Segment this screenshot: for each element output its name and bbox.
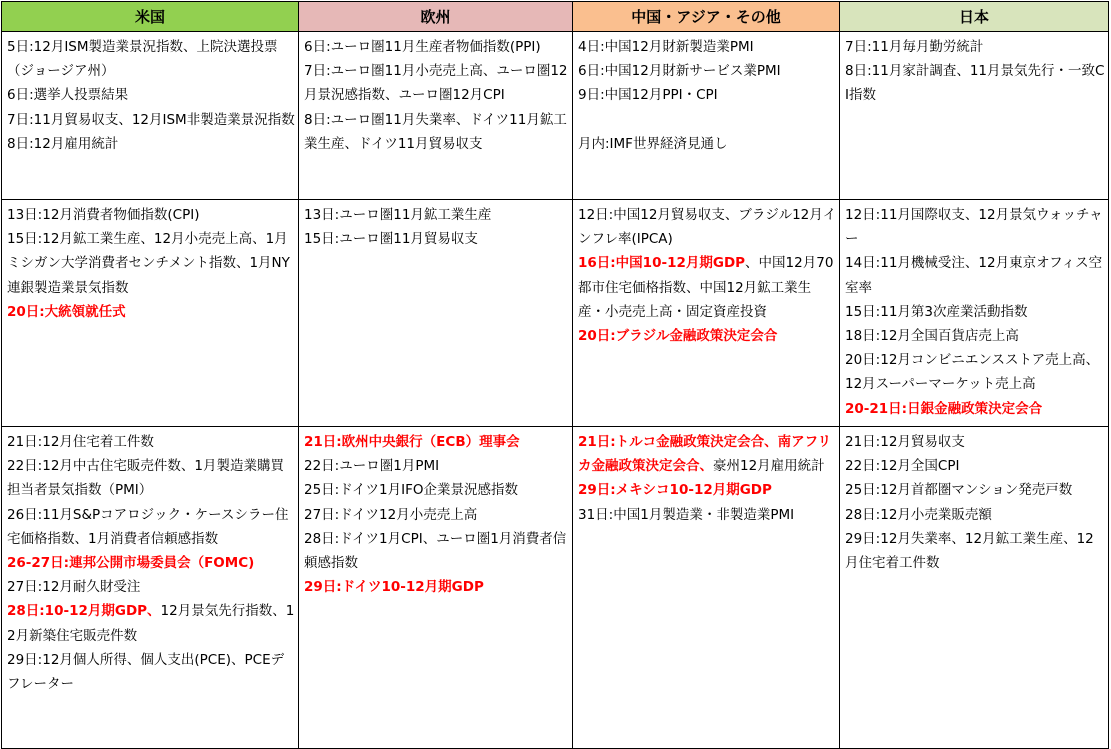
cell-asia-week-1 (573, 32, 840, 200)
event-highlight-text: 21日:トルコ金融政策決定会合、南アフリカ金融政策決定会合、 (578, 434, 832, 475)
event-item: 27日:12月耐久財受注 (7, 579, 141, 596)
cell-us-week-3 (2, 427, 299, 749)
event-item: 8日:11月家計調査、11月景気先行・一致CI指数 (845, 63, 1105, 104)
event-highlight-text: 28日:10-12月期GDP、 (7, 603, 161, 620)
event-item-highlight: 26-27日:連邦公開市場委員会（FOMC) (7, 555, 255, 572)
event-item: 26日:11月S&Pコアロジック・ケースシラー住宅価格指数、1月消費者信頼感指数 (7, 506, 289, 547)
event-item: 28日:ドイツ1月CPI、ユーロ圏1月消費者信頼感指数 (304, 530, 567, 572)
event-text: 12月景気先行指数、12月新築住宅販売件数 (7, 603, 295, 644)
cell-eu-week-1 (299, 32, 573, 200)
event-item: 15日:ユーロ圏11月貿易収支 (304, 231, 478, 248)
event-item: 8日:ユーロ圏11月失業率、ドイツ11月鉱工業生産、ドイツ11月貿易収支 (304, 111, 567, 152)
event-item: 12日:中国12月貿易収支、ブラジル12月インフレ率(IPCA) (578, 207, 837, 248)
event-item-highlight: 20-21日:日銀金融政策決定会合 (845, 400, 1043, 417)
spacer-line (578, 108, 837, 132)
event-item-highlight: 21日:欧州中央銀行（ECB）理事会 (304, 434, 520, 450)
event-item-highlight: 20日:大統領就任式 (7, 303, 126, 320)
header-us: 米国 (2, 2, 299, 32)
event-item: 29日:12月失業率、12月鉱工業生産、12月住宅着工件数 (845, 530, 1094, 572)
event-item: 28日:12月小売業販売額 (845, 506, 992, 523)
event-item: 4日:中国12月財新製造業PMI (578, 39, 754, 55)
event-item: 6日:選挙人投票結果 (7, 87, 129, 104)
event-item: 31日:中国1月製造業・非製造業PMI (578, 506, 795, 523)
event-item: 8日:12月雇用統計 (7, 135, 119, 152)
header-asia: 中国・アジア・その他 (573, 2, 840, 32)
cell-jp-week-1 (840, 32, 1109, 200)
event-item: 22日:12月中古住宅販売件数、1月製造業購買担当者景気指数（PMI） (7, 458, 284, 499)
event-item: 6日:中国12月財新サービス業PMI (578, 63, 781, 80)
cell-eu-week-3 (299, 427, 573, 749)
event-item: 20日:12月コンビニエンスストア売上高、12月スーパーマーケット売上高 (845, 352, 1100, 393)
header-row (2, 2, 1109, 32)
event-highlight-text: 16日:中国10-12月期GDP (578, 255, 746, 272)
event-item: 7日:ユーロ圏11月小売売上高、ユーロ圏12月景況感指数、ユーロ圏12月CPI (304, 63, 568, 104)
event-item: 5日:12月ISM製造業景況指数、上院決選投票（ジョージア州） (7, 39, 278, 80)
cell-asia-week-2 (573, 200, 840, 427)
event-item: 9日:中国12月PPI・CPI (578, 87, 718, 104)
cell-jp-week-3 (840, 427, 1109, 749)
cell-us-week-1 (2, 32, 299, 200)
cell-eu-week-2 (299, 200, 573, 427)
event-item-highlight: 29日:メキシコ10-12月期GDP (578, 482, 772, 499)
event-item: 22日:12月全国CPI (845, 458, 960, 475)
event-item (578, 430, 837, 478)
event-text: 豪州12月雇用統計 (713, 458, 825, 475)
week-row-3 (2, 427, 1109, 749)
cell-asia-week-3 (573, 427, 840, 749)
event-item: 月内:IMF世界経済見通し (578, 135, 728, 152)
cell-jp-week-2 (840, 200, 1109, 427)
economic-calendar-table (1, 1, 1109, 749)
cell-us-week-2 (2, 200, 299, 427)
event-item: 14日:11月機械受注、12月東京オフィス空室率 (845, 255, 1103, 296)
event-item-highlight: 29日:ドイツ10-12月期GDP (304, 579, 484, 596)
event-item: 25日:ドイツ1月IFO企業景況感指数 (304, 482, 519, 499)
event-item: 21日:12月住宅着工件数 (7, 434, 154, 450)
event-item: 27日:ドイツ12月小売売上高 (304, 506, 478, 523)
week-row-2 (2, 200, 1109, 427)
event-item (578, 251, 837, 324)
event-item: 18日:12月全国百貨店売上高 (845, 328, 1019, 345)
event-item: 7日:11月毎月勤労統計 (845, 39, 984, 55)
event-item: 13日:ユーロ圏11月鉱工業生産 (304, 207, 492, 223)
event-item: 25日:12月首都圏マンション発売戸数 (845, 482, 1073, 499)
event-item: 12日:11月国際収支、12月景気ウォッチャー (845, 207, 1103, 248)
event-item: 15日:11月第3次産業活動指数 (845, 303, 1028, 320)
event-text: 、中国12月70都市住宅価格指数、中国12月鉱工業生産・小売売上高・固定資産投資 (578, 255, 834, 320)
event-item: 15日:12月鉱工業生産、12月小売売上高、1月ミシガン大学消費者センチメント指数、1月NY連銀製造業景気指数 (7, 231, 290, 296)
event-item: 21日:12月貿易収支 (845, 434, 965, 450)
header-eu: 欧州 (299, 2, 573, 32)
event-item-highlight: 20日:ブラジル金融政策決定会合 (578, 328, 778, 345)
event-item (7, 599, 296, 647)
event-item: 6日:ユーロ圏11月生産者物価指数(PPI) (304, 39, 541, 55)
header-jp: 日本 (840, 2, 1109, 32)
week-row-1 (2, 32, 1109, 200)
event-item: 22日:ユーロ圏1月PMI (304, 458, 440, 475)
event-item: 29日:12月個人所得、個人支出(PCE)、PCEデフレーター (7, 651, 285, 693)
event-item: 13日:12月消費者物価指数(CPI) (7, 207, 200, 223)
event-item: 7日:11月貿易収支、12月ISM非製造業景況指数 (7, 111, 295, 128)
